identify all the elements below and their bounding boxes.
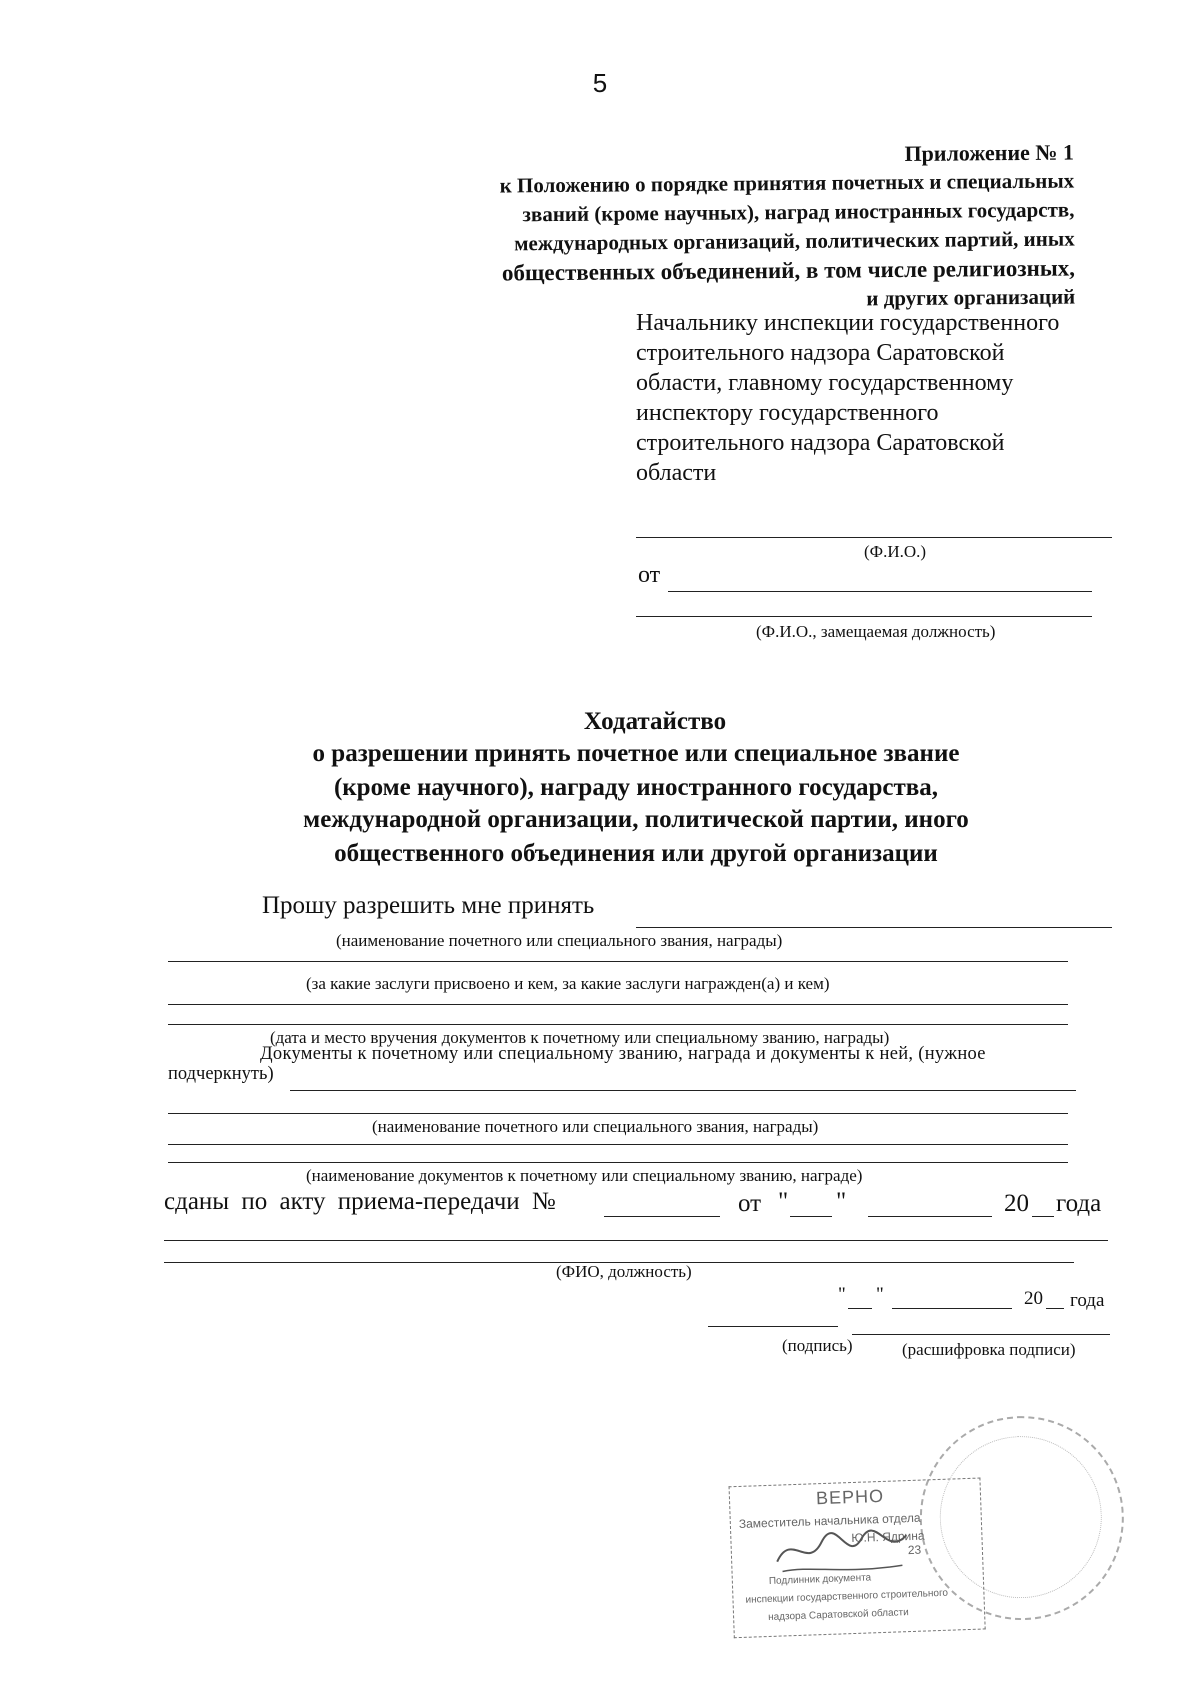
- stamp-line: инспекции государственного строительного: [745, 1587, 949, 1606]
- from-label: от: [638, 562, 661, 588]
- day-line[interactable]: [790, 1216, 832, 1217]
- addressee-line: Начальнику инспекции государственного: [636, 310, 1060, 336]
- act-number-line[interactable]: [604, 1216, 720, 1217]
- handwritten-signature: [771, 1517, 913, 1582]
- addressee-line: области, главному государственному: [636, 370, 1014, 396]
- date-year-word: года: [1070, 1290, 1105, 1311]
- date-year-prefix: 20: [1024, 1288, 1043, 1309]
- handed-text: сданы по акту приема-передачи №: [164, 1188, 556, 1215]
- title-line: международной организации, политической партии, иного: [303, 806, 969, 833]
- date-quote-open: ": [838, 1284, 846, 1305]
- request-text: Прошу разрешить мне принять: [262, 892, 595, 919]
- signature-line[interactable]: [708, 1326, 838, 1327]
- fio-blank-line[interactable]: [636, 537, 1112, 538]
- blank-line[interactable]: [290, 1090, 1076, 1091]
- stamp-line: Заместитель начальника отдела: [738, 1510, 921, 1531]
- date-quote-close: ": [876, 1284, 884, 1305]
- caption-date-place: (дата и место вручения документов к почетному или специальному званию, награды): [270, 1028, 890, 1047]
- addressee-line: инспектору государственного: [636, 400, 939, 426]
- award-blank-line[interactable]: [636, 927, 1112, 928]
- stamp-line: Ю.Н. Ядрина: [851, 1528, 925, 1546]
- stamp-date: 23: [907, 1542, 922, 1558]
- blank-line[interactable]: [168, 961, 1068, 962]
- blank-line[interactable]: [168, 1024, 1068, 1025]
- blank-line[interactable]: [168, 1004, 1068, 1005]
- stamp-box: [729, 1478, 986, 1639]
- blank-line[interactable]: [168, 1144, 1068, 1145]
- month-line[interactable]: [868, 1216, 992, 1217]
- date-month-line[interactable]: [892, 1308, 1012, 1309]
- appendix-header: [500, 137, 1076, 316]
- addressee-line: строительного надзора Саратовской: [636, 340, 1005, 366]
- blank-line[interactable]: [164, 1240, 1108, 1241]
- appendix-line: к Положению о порядке принятия почетных и специальных: [499, 168, 1075, 198]
- title-line: о разрешении принять почетное или специальное звание: [312, 740, 960, 767]
- appendix-line: и других организаций: [866, 284, 1076, 311]
- caption-merits: (за какие заслуги присвоено и кем, за какие заслуги награжден(а) и кем): [306, 974, 830, 993]
- addressee-line: строительного надзора Саратовской: [636, 430, 1005, 456]
- year-word: года: [1056, 1190, 1102, 1217]
- appendix-title: Приложение № 1: [904, 139, 1075, 166]
- caption-signature: (подпись): [782, 1336, 853, 1355]
- year-line[interactable]: [1032, 1216, 1054, 1217]
- blank-line[interactable]: [168, 1113, 1068, 1114]
- caption-docs-name: (наименование документов к почетному или специальному званию, награде): [306, 1166, 863, 1185]
- title-line: общественного объединения или другой организации: [334, 840, 938, 867]
- fio-caption: (Ф.И.О.): [864, 542, 927, 561]
- caption-title-award: (наименование почетного или специального звания, награды): [336, 931, 783, 950]
- appendix-line: званий (кроме научных), наград иностранных государств,: [522, 197, 1075, 227]
- blank-line[interactable]: [168, 1162, 1068, 1163]
- fio-position-caption: (Ф.И.О., замещаемая должность): [756, 622, 996, 641]
- page-number: 5: [592, 68, 608, 98]
- quote-close: ": [836, 1188, 847, 1215]
- stamp-line: надзора Саратовской области: [767, 1607, 909, 1624]
- caption-fio-position: (ФИО, должность): [556, 1262, 692, 1281]
- from-blank-line[interactable]: [668, 591, 1092, 592]
- stamp-header: ВЕРНО: [815, 1485, 885, 1509]
- date-day-line[interactable]: [848, 1308, 872, 1309]
- from-blank-line-2[interactable]: [636, 616, 1092, 617]
- quote-open: ": [778, 1188, 789, 1215]
- appendix-line: международных организаций, политических партий, иных: [514, 226, 1076, 256]
- appendix-line: общественных объединений, в том числе религиозных,: [502, 255, 1076, 286]
- date-year-line[interactable]: [1046, 1308, 1064, 1309]
- from-word: от: [738, 1190, 762, 1217]
- caption-signature-decode: (расшифровка подписи): [902, 1340, 1076, 1359]
- stamp-line: Подлинник документа: [768, 1572, 872, 1587]
- signature-decode-line[interactable]: [852, 1334, 1110, 1335]
- documents-text-underline: подчеркнуть): [168, 1064, 274, 1084]
- document-title: Ходатайство: [583, 708, 727, 735]
- documents-text: Документы к почетному или специальному званию, награда и документы к ней, (нужное: [260, 1044, 986, 1064]
- caption-title-award-2: (наименование почетного или специального звания, награды): [372, 1117, 819, 1136]
- certification-stamp: [696, 1393, 1124, 1658]
- title-line: (кроме научного), награду иностранного государства,: [333, 774, 939, 801]
- addressee-block: [636, 308, 1059, 488]
- year-prefix: 20: [1004, 1190, 1029, 1217]
- addressee-line: области: [636, 460, 717, 486]
